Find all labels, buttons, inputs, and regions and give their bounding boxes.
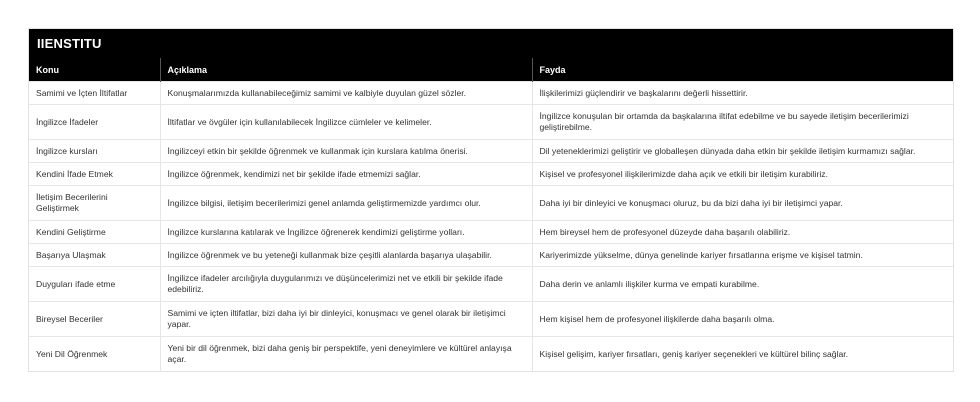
cell-benefit: Kariyerimizde yükselme, dünya genelinde kariyer fırsatlarına erişme ve kişisel tatmin.	[532, 244, 953, 267]
table-row	[29, 221, 953, 244]
table-row	[29, 82, 953, 105]
table-row	[29, 244, 953, 267]
cell-description: Samimi ve içten iltifatlar, bizi daha iyi bir dinleyici, konuşmacı ve genel olarak bir iletişimci yapar.	[160, 302, 532, 337]
cell-topic: Kendini İfade Etmek	[29, 163, 160, 186]
table-row	[29, 163, 953, 186]
brand-title: IIENSTITU	[29, 29, 953, 58]
content-table-card	[28, 28, 954, 372]
cell-benefit: Daha iyi bir dinleyici ve konuşmacı oluruz, bu da bizi daha iyi bir iletişimci yapar.	[532, 186, 953, 221]
table-row	[29, 105, 953, 140]
table-row	[29, 302, 953, 337]
table-header-row	[29, 58, 953, 82]
cell-benefit: İlişkilerimizi güçlendirir ve başkalarını değerli hissettirir.	[532, 82, 953, 105]
cell-description: İngilizce ifadeler arcılığıyla duygularımızı ve düşüncelerimizi net ve etkili bir şekilde ifade edebiliriz.	[160, 267, 532, 302]
cell-benefit: Kişisel ve profesyonel ilişkilerimizde daha açık ve etkili bir iletişim kurabiliriz.	[532, 163, 953, 186]
cell-description: İngilizce kurslarına katılarak ve İngilizce öğrenerek kendimizi geliştirme yolları.	[160, 221, 532, 244]
cell-topic: Duyguları ifade etme	[29, 267, 160, 302]
cell-topic: Yeni Dil Öğrenmek	[29, 337, 160, 372]
cell-benefit: Daha derin ve anlamlı ilişkiler kurma ve empati kurabilme.	[532, 267, 953, 302]
column-header-konu: Konu	[29, 58, 160, 82]
cell-description: Yeni bir dil öğrenmek, bizi daha geniş bir perspektife, yeni deneyimlere ve kültürel anlayışa açar.	[160, 337, 532, 372]
cell-description: Konuşmalarımızda kullanabileceğimiz samimi ve kalbiyle duyulan güzel sözler.	[160, 82, 532, 105]
table-row	[29, 186, 953, 221]
cell-description: İngilizceyi etkin bir şekilde öğrenmek ve kullanmak için kurslara katılma önerisi.	[160, 140, 532, 163]
column-header-aciklama: Açıklama	[160, 58, 532, 82]
table-row	[29, 337, 953, 372]
table-row	[29, 140, 953, 163]
cell-benefit: Kişisel gelişim, kariyer fırsatları, geniş kariyer seçenekleri ve kültürel bilinç sağlar.	[532, 337, 953, 372]
info-table	[29, 58, 953, 371]
column-header-fayda: Fayda	[532, 58, 953, 82]
cell-benefit: İngilizce konuşulan bir ortamda da başkalarına iltifat edebilme ve bu sayede iletişim becerilerimizi geliştirebilme.	[532, 105, 953, 140]
cell-benefit: Dil yeteneklerimizi geliştirir ve globalleşen dünyada daha etkin bir şekilde iletişim kurmamızı sağlar.	[532, 140, 953, 163]
cell-topic: Bireysel Beceriler	[29, 302, 160, 337]
cell-topic: Başarıya Ulaşmak	[29, 244, 160, 267]
cell-topic: Kendini Geliştirme	[29, 221, 160, 244]
cell-benefit: Hem bireysel hem de profesyonel düzeyde daha başarılı olabiliriz.	[532, 221, 953, 244]
cell-benefit: Hem kişisel hem de profesyonel ilişkilerde daha başarılı olma.	[532, 302, 953, 337]
cell-description: İngilizce öğrenmek ve bu yeteneği kullanmak bize çeşitli alanlarda başarıya ulaşabilir.	[160, 244, 532, 267]
cell-topic: İletişim Becerilerini Geliştirmek	[29, 186, 160, 221]
cell-topic: İngilizce kursları	[29, 140, 160, 163]
cell-topic: İngilizce İfadeler	[29, 105, 160, 140]
cell-description: İngilizce bilgisi, iletişim becerilerimizi genel anlamda geliştirmemizde yardımcı olur.	[160, 186, 532, 221]
cell-topic: Samimi ve İçten İltifatlar	[29, 82, 160, 105]
cell-description: İngilizce öğrenmek, kendimizi net bir şekilde ifade etmemizi sağlar.	[160, 163, 532, 186]
cell-description: İltifatlar ve övgüler için kullanılabilecek İngilizce cümleler ve kelimeler.	[160, 105, 532, 140]
table-row	[29, 267, 953, 302]
